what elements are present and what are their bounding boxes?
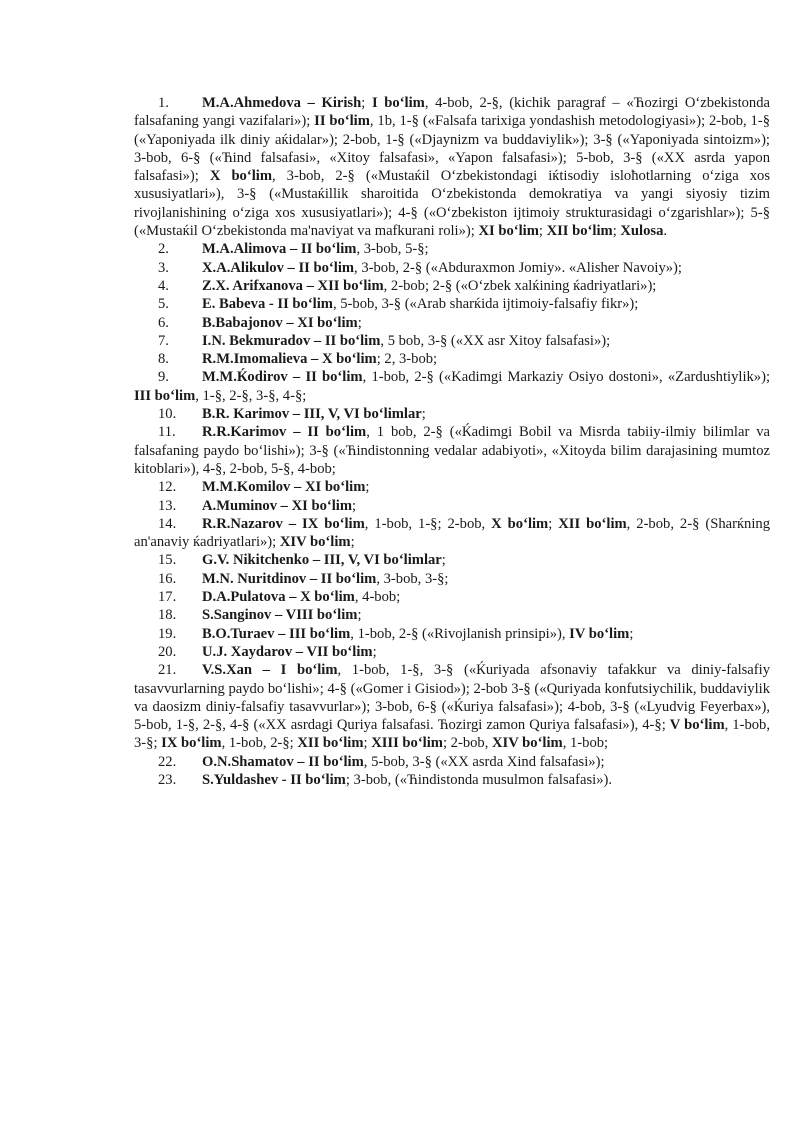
bold-reference: IV bo‘lim: [569, 625, 630, 642]
reference-text: ;: [361, 95, 372, 111]
list-item: [134, 94, 770, 240]
bold-reference: Z.X. Arifxanova – XII bo‘lim: [202, 277, 384, 294]
bold-reference: II bo‘lim: [314, 113, 370, 130]
bold-reference: X.A.Alikulov – II bo‘lim: [202, 259, 355, 276]
list-item-number: 5.: [158, 296, 169, 313]
list-item-number: 23.: [158, 771, 177, 788]
list-item-number: 3.: [158, 259, 169, 276]
reference-text: , 1-bob, 2-§;: [221, 735, 298, 752]
list-item: [134, 478, 770, 496]
list-item: [134, 771, 770, 789]
list-item: [134, 625, 770, 643]
list-item-number: 20.: [158, 643, 177, 660]
bold-reference: S.Sanginov – VIII bo‘lim: [202, 607, 358, 624]
list-item: [134, 588, 770, 606]
reference-text: , 1-bob, 2-§ («Rivojlanish prinsipi»),: [350, 625, 570, 642]
list-item-number: 11.: [158, 424, 176, 441]
reference-text: ;: [357, 607, 362, 624]
reference-text: ;: [629, 625, 634, 642]
reference-text: ;: [421, 406, 426, 423]
list-item-number: 8.: [158, 351, 169, 368]
list-item-number: 10.: [158, 406, 177, 423]
list-item: [134, 405, 770, 423]
list-item: [134, 753, 770, 771]
reference-text: , 5-bob, 3-§ («XX asrda Xind falsafasi»);: [363, 753, 605, 770]
bold-reference: R.M.Imomalieva – X bo‘lim: [202, 351, 377, 368]
list-item: [134, 643, 770, 661]
list-item: [134, 497, 770, 515]
reference-text: , 4-bob;: [354, 589, 401, 606]
list-item-number: 7.: [158, 332, 169, 349]
author-contribution-list: [134, 94, 770, 789]
list-item: [134, 606, 770, 624]
bold-reference: X bo‘lim: [491, 515, 549, 532]
reference-text: ;: [357, 314, 362, 331]
list-item: [134, 332, 770, 350]
reference-text: , 5 bob, 3-§ («XX asr Xitoy falsafasi»);: [380, 332, 611, 349]
list-item-number: 22.: [158, 753, 177, 770]
reference-text: ; 3-bob, («Ћindistonda musulmon falsafasi»).: [345, 771, 613, 788]
list-item: [134, 515, 770, 552]
reference-text: , 1-bob, 2-§ («Kadimgi Markaziy Osiyo dostoni», «Zardushtiylik»);: [362, 369, 771, 386]
reference-text: ;: [352, 497, 357, 514]
reference-text: , 4-bob, 2-§, (kichik paragraf – «Ћozirgi O‘zbekistonda falsafaning yangi vazifalari»);: [134, 95, 771, 130]
reference-text: ;: [363, 735, 372, 752]
reference-text: ; 2-bob,: [442, 735, 493, 752]
bold-reference: V.S.Xan – I bo‘lim: [202, 662, 338, 679]
bold-reference: M.A.Alimova – II bo‘lim: [202, 241, 357, 258]
list-item-number: 14.: [158, 515, 177, 532]
bold-reference: A.Muminov – XI bo‘lim: [202, 497, 352, 514]
reference-text: , 1 bob, 2-§ («Ќadimgi Bobil va Misrda tabiiy-ilmiy bilimlar va falsafaning paydo bo‘lishi»); 3-§ («Ћindistonning vedalar adabiyoti», «Xitoyda bilim darajasining mumtoz kitoblari»), 4-§, 2-bob, 5-§, 4-bob;: [134, 424, 770, 477]
bold-reference: III bo‘lim: [134, 387, 196, 404]
list-item: [134, 259, 770, 277]
bold-reference: B.Babajonov – XI bo‘lim: [202, 314, 358, 331]
reference-text: ;: [441, 552, 446, 569]
reference-text: , 1-bob, 1-§, 3-§ («Ќuriyada afsonaviy tafakkur va diniy-falsafiy tasavvurlarning paydo bo‘lishi»; 4-§ («Gomer i Gisiod»); 2-bob 3-§ («Quriyada konfutsiychilik, buddaviylik va daosizm diniy-falsafiy tasavvurlar»); 3-bob, 6-§ («Ќuriya falsafasi»); 4-bob, 3-§ («Lyudvig Feyerbax»), 5-bob, 1-§, 2-§, 4-§ («XX asrdagi Quriya falsafasi. Ћozirgi zamon Quriya falsafasi»), 4-§;: [134, 662, 770, 734]
bold-reference: XII bo‘lim: [297, 735, 364, 752]
list-item-number: 2.: [158, 241, 169, 258]
bold-reference: XIV bo‘lim: [279, 534, 351, 551]
reference-text: ;: [350, 534, 355, 551]
reference-text: ;: [372, 643, 377, 660]
bold-reference: S.Yuldashev - II bo‘lim: [202, 771, 346, 788]
bold-reference: B.O.Turaev – III bo‘lim: [202, 625, 351, 642]
reference-text: , 1-bob;: [562, 735, 609, 752]
list-item: [134, 240, 770, 258]
bold-reference: V bo‘lim: [669, 717, 725, 734]
list-item-number: 13.: [158, 497, 177, 514]
reference-text: , 1-bob, 3-§;: [134, 717, 770, 752]
list-item: [134, 423, 770, 478]
bold-reference: M.A.Ahmedova – Kirish: [202, 95, 362, 111]
bold-reference: XII bo‘lim: [558, 515, 627, 532]
bold-reference: M.N. Nuritdinov – II bo‘lim: [202, 570, 377, 587]
reference-text: , 1b, 1-§ («Falsafa tarixiga yondashish metodologiyasi»); 2-bob, 1-§ («Yaponiyada ilk diniy aќidalar»); 2-bob, 1-§ («Djaynizm va buddaviylik»); 3-§ («Yaponiyada sintoizm»); 3-bob, 6-§ («Ћind falsafasi», «Xitoy falsafasi», «Yapon falsafasi»); 5-bob, 3-§ («XX asrda yapon falsafasi»);: [134, 113, 771, 185]
list-item-number: 18.: [158, 607, 177, 624]
list-item-number: 1.: [158, 95, 169, 111]
bold-reference: G.V. Nikitchenko – III, V, VI bo‘limlar: [202, 552, 442, 569]
bold-reference: IX bo‘lim: [161, 735, 222, 752]
reference-text: ;: [365, 479, 370, 496]
reference-text: , 3-bob, 2-§ («Mustaќil O‘zbekistondagi iќtisodiy isloћotlarning o‘ziga xos xususiyatlari»), 3-§ («Mustaќillik sharoitida O‘zbekistonda demokratiya va yangi siyosiy tizim rivojlanishining o‘ziga xos xususiyatlari»); 4-§ («O‘zbekiston ijtimoiy strukturasidagi o‘zgarishlar»); 5-§ («Mustaќil O‘zbekistonda ma'naviyat va mafkurani roli»);: [134, 168, 771, 240]
list-item-number: 6.: [158, 314, 169, 331]
list-item-number: 15.: [158, 552, 177, 569]
reference-text: ; 2, 3-bob;: [376, 351, 438, 368]
list-item: [134, 350, 770, 368]
reference-text: , 3-bob, 5-§;: [356, 241, 429, 258]
reference-text: , 1-§, 2-§, 3-§, 4-§;: [195, 387, 307, 404]
bold-reference: XIV bo‘lim: [492, 735, 563, 752]
bold-reference: U.J. Xaydarov – VII bo‘lim: [202, 643, 373, 660]
bold-reference: R.R.Nazarov – IX bo‘lim: [202, 515, 365, 532]
bold-reference: Xulosa: [620, 223, 664, 240]
bold-reference: I bo‘lim: [371, 95, 425, 111]
bold-reference: D.A.Pulatova – X bo‘lim: [202, 589, 355, 606]
reference-text: , 3-bob, 3-§;: [376, 570, 449, 587]
reference-text: , 2-bob, 2-§ (Sharќning an'anaviy ќadriyatlari»);: [134, 515, 770, 551]
list-item: [134, 570, 770, 588]
list-item-number: 12.: [158, 479, 177, 496]
list-item: [134, 314, 770, 332]
bold-reference: B.R. Karimov – III, V, VI bo‘limlar: [202, 406, 422, 423]
reference-text: , 2-bob; 2-§ («O‘zbek xalќining ќadriyatlari»);: [383, 277, 657, 294]
list-item-number: 19.: [158, 625, 177, 642]
bold-reference: M.M.Ќodirov – II bo‘lim: [202, 369, 363, 386]
list-item-number: 9.: [158, 369, 169, 386]
list-item-number: 4.: [158, 277, 169, 294]
reference-text: ;: [548, 515, 559, 532]
list-item-number: 21.: [158, 662, 177, 679]
bold-reference: X bo‘lim: [209, 168, 272, 185]
list-item-number: 16.: [158, 570, 177, 587]
bold-reference: E. Babeva - II bo‘lim: [202, 296, 333, 313]
reference-text: , 5-bob, 3-§ («Arab sharќida ijtimoiy-falsafiy fikr»);: [332, 296, 639, 313]
list-item: [134, 661, 770, 752]
list-item: [134, 551, 770, 569]
reference-text: , 1-bob, 1-§; 2-bob,: [364, 515, 492, 532]
list-item: [134, 277, 770, 295]
list-item: [134, 295, 770, 313]
bold-reference: M.M.Komilov – XI bo‘lim: [202, 479, 366, 496]
reference-text: ;: [538, 223, 547, 240]
bold-reference: XI bo‘lim: [478, 223, 539, 240]
bold-reference: XII bo‘lim: [546, 223, 613, 240]
bold-reference: R.R.Karimov – II bo‘lim: [202, 424, 367, 441]
bold-reference: O.N.Shamatov – II bo‘lim: [202, 753, 364, 770]
bold-reference: I.N. Bekmuradov – II bo‘lim: [202, 332, 381, 349]
reference-text: ;: [612, 223, 621, 240]
bold-reference: XIII bo‘lim: [371, 735, 443, 752]
reference-text: , 3-bob, 2-§ («Abduraxmon Jomiy». «Alisher Navoiy»);: [354, 259, 682, 276]
reference-text: .: [663, 223, 668, 240]
list-item: [134, 368, 770, 405]
list-item-number: 17.: [158, 589, 177, 606]
